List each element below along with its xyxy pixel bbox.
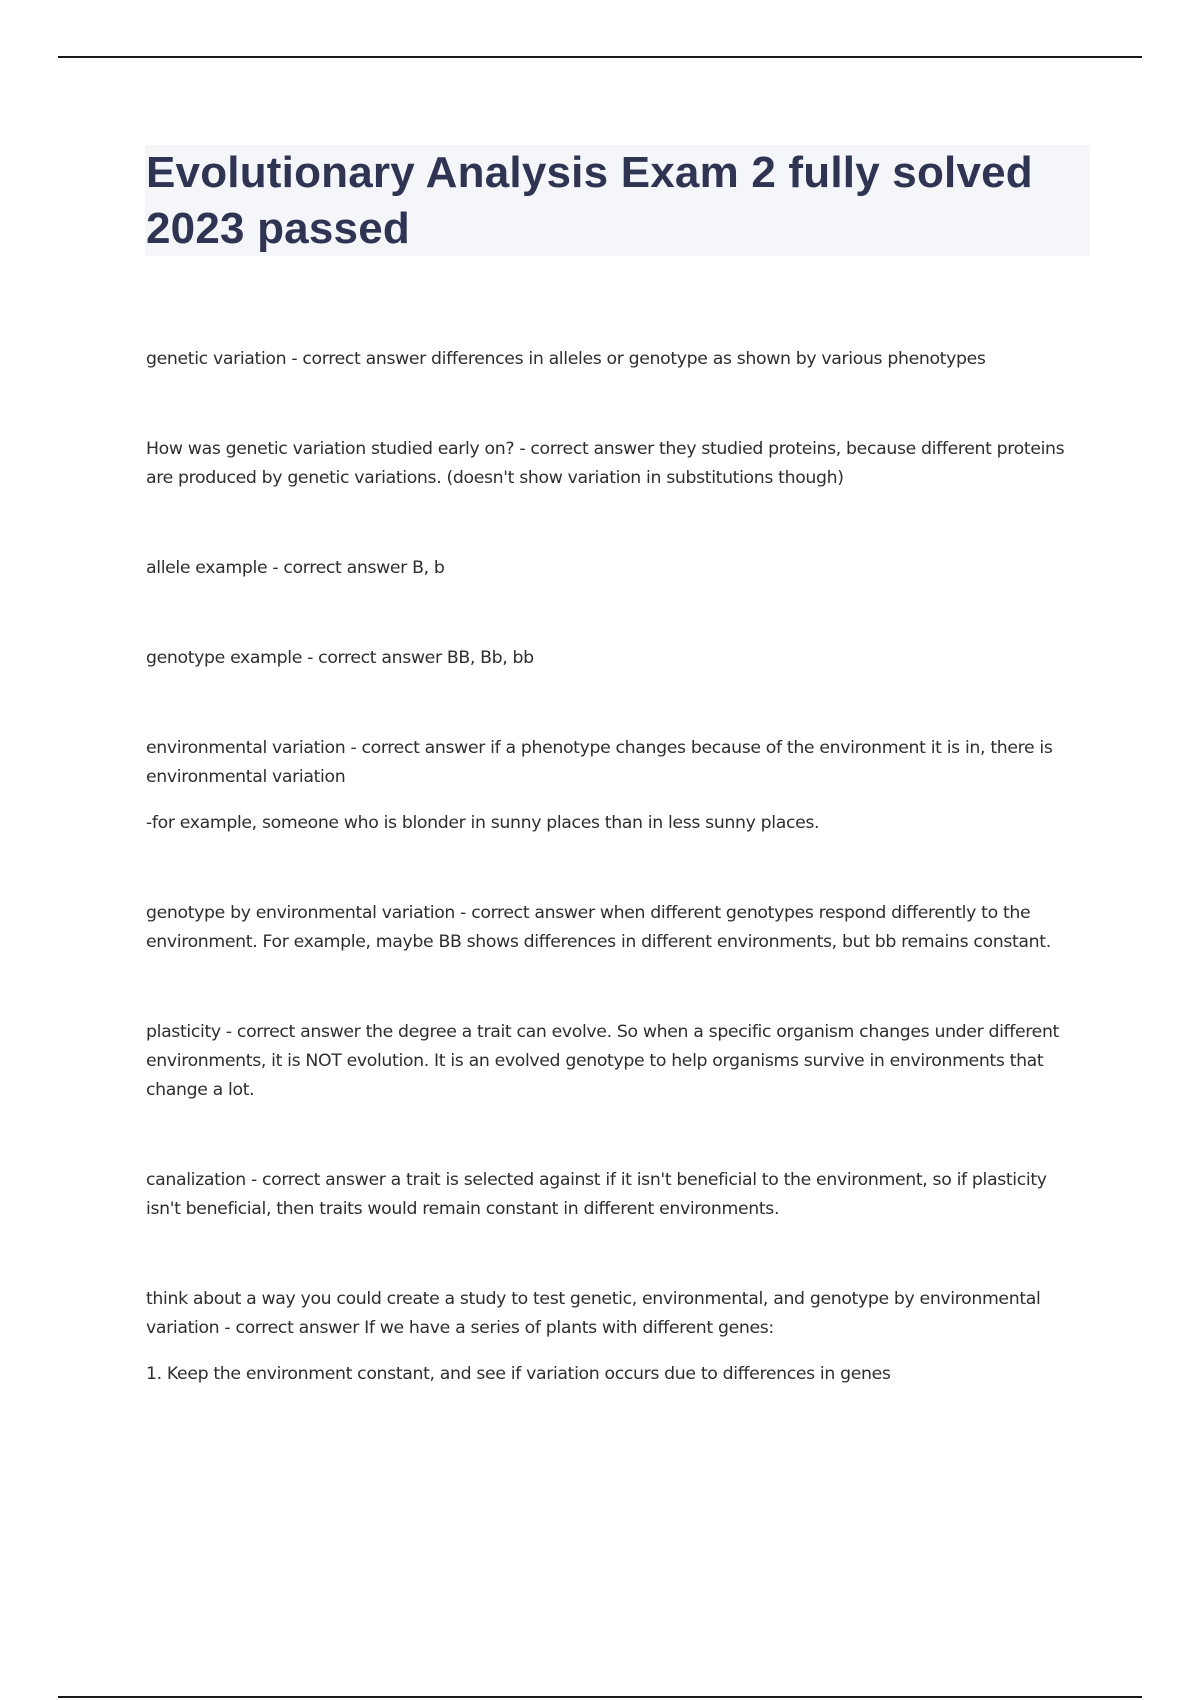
document-title: Evolutionary Analysis Exam 2 fully solved 2023 passed xyxy=(146,148,1033,253)
entry-text-step-1: 1. Keep the environment constant, and see if variation occurs due to differences in genes xyxy=(146,1364,891,1384)
qa-entry-environmental-variation xyxy=(146,734,1076,838)
qa-entry-study-design xyxy=(146,1285,1076,1389)
top-divider xyxy=(58,56,1142,58)
qa-entry-canalization xyxy=(146,1166,1076,1224)
document-body xyxy=(146,345,1076,1450)
entry-text: genotype example - correct answer BB, Bb, bb xyxy=(146,648,534,668)
qa-entry-genotype-by-environment xyxy=(146,899,1076,957)
entry-text: genotype by environmental variation - correct answer when different genotypes respond differently to the environment. For example, maybe BB shows differences in different environments, but bb remains constant. xyxy=(146,903,1051,952)
entry-text: canalization - correct answer a trait is selected against if it isn't beneficial to the environment, so if plasticity isn't beneficial, then traits would remain constant in different environments. xyxy=(146,1170,1047,1219)
qa-entry-genotype-example xyxy=(146,644,1076,673)
entry-text: How was genetic variation studied early on? - correct answer they studied proteins, because different proteins are produced by genetic variations. (doesn't show variation in substitutions though) xyxy=(146,439,1065,488)
entry-text: think about a way you could create a study to test genetic, environmental, and genotype by environmental variation - correct answer If we have a series of plants with different genes: xyxy=(146,1289,1041,1338)
bottom-divider xyxy=(58,1696,1142,1698)
entry-text: genetic variation - correct answer differences in alleles or genotype as shown by various phenotypes xyxy=(146,349,986,369)
entry-text: allele example - correct answer B, b xyxy=(146,558,445,578)
entry-text: plasticity - correct answer the degree a trait can evolve. So when a specific organism changes under different environments, it is NOT evolution. It is an evolved genotype to help organisms survive in environments that change a lot. xyxy=(146,1022,1059,1100)
entry-text-example: -for example, someone who is blonder in sunny places than in less sunny places. xyxy=(146,813,820,833)
qa-entry-plasticity xyxy=(146,1018,1076,1105)
entry-text: environmental variation - correct answer if a phenotype changes because of the environment it is in, there is environmental variation xyxy=(146,738,1053,787)
qa-entry-early-study xyxy=(146,435,1076,493)
qa-entry-genetic-variation xyxy=(146,345,1076,374)
qa-entry-allele-example xyxy=(146,554,1076,583)
